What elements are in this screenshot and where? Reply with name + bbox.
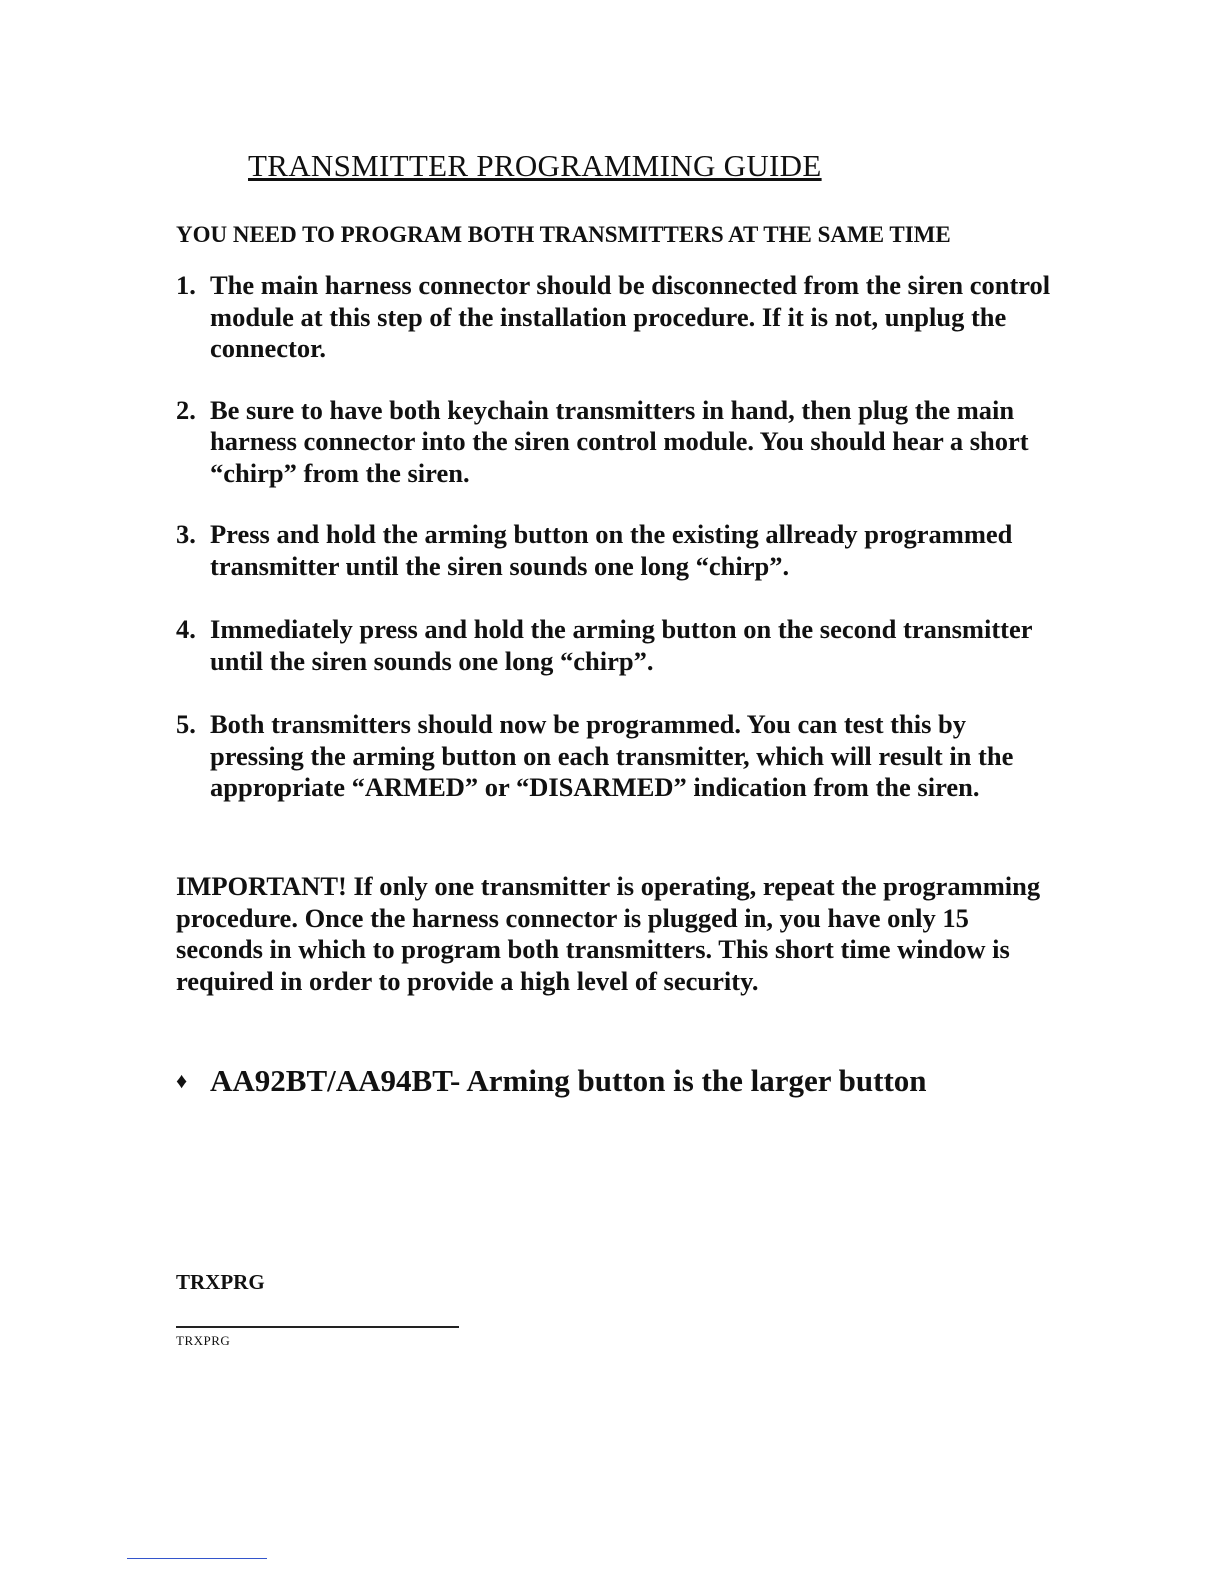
step-item [176, 395, 1056, 490]
step-item [176, 270, 1056, 365]
step-number: 4. [176, 614, 196, 644]
footer-code: TRXPRG [176, 1270, 265, 1294]
step-number: 2. [176, 394, 196, 425]
model-description: Arming button is the larger button [460, 1063, 927, 1098]
page-title: TRANSMITTER PROGRAMMING GUIDE [248, 148, 822, 183]
step-number: 3. [176, 519, 196, 549]
step-text: Be sure to have both keychain transmitters in hand, then plug the main harness connector into the siren control module. You should hear a short “chirp” from the siren. [210, 394, 1029, 488]
step-text: Press and hold the arming button on the existing allready programmed transmitter until the siren sounds one long “chirp”. [210, 519, 1013, 581]
step-text: The main harness connector should be disconnected from the siren control module at this step of the installation procedure. If it is not, unplug the connector. [210, 270, 1051, 363]
step-number: 5. [176, 709, 196, 739]
model-bullet [176, 1063, 927, 1099]
step-item [176, 614, 1056, 677]
footer-divider [176, 1326, 459, 1328]
diamond-bullet-icon: ♦ [176, 1068, 188, 1093]
important-note: IMPORTANT! If only one transmitter is operating, repeat the programming procedure. Once the harness connector is plugged in, you have only 15 seconds in which to program both transmitters. This short time window is required in order to provide a high level of security. [176, 871, 1041, 996]
page-edge-rule [127, 1558, 267, 1559]
step-text: Immediately press and hold the arming button on the second transmitter until the siren sounds one long “chirp”. [210, 614, 1033, 676]
model-number: AA92BT/AA94BT- [210, 1063, 461, 1098]
step-number: 1. [176, 270, 196, 300]
step-item [176, 709, 1056, 804]
footer-small-code: TRXPRG [176, 1333, 231, 1348]
step-item [176, 519, 1056, 582]
steps-list [176, 270, 1056, 804]
instruction-subheading: YOU NEED TO PROGRAM BOTH TRANSMITTERS AT THE SAME TIME [176, 222, 951, 247]
step-text: Both transmitters should now be programmed. You can test this by pressing the arming button on each transmitter, which will result in the appropriate “ARMED” or “DISARMED” indication from the siren. [210, 709, 1014, 802]
